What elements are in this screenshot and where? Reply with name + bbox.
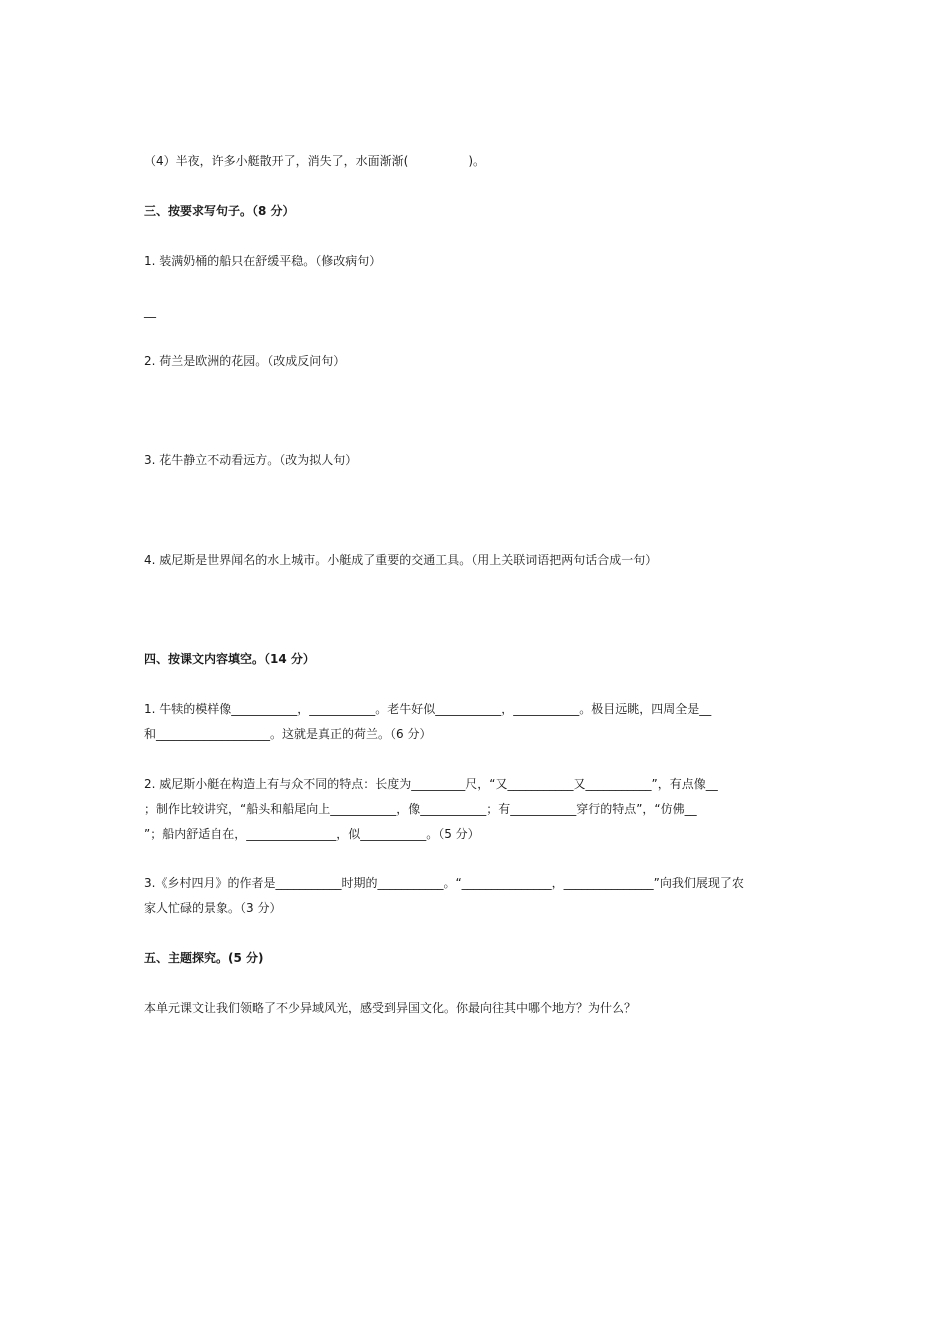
section-heading: 五、主题探究。(5 分) [144,951,264,965]
question-line: 1. 装满奶桶的船只在舒缓平稳。（修改病句） [144,254,382,268]
question-line: 3. 花牛静立不动看远方。（改为拟人句） [144,453,358,467]
question-line: 1. 牛犊的模样像___________，___________。老牛好似___________，___________。极目远眺，四周全是__ [144,702,712,716]
question-line: （4）半夜，许多小艇散开了，消失了，水面渐渐( )。 [144,154,486,168]
question-line: 4. 威尼斯是世界闻名的水上城市。小艇成了重要的交通工具。（用上关联词语把两句话合成一句） [144,553,658,567]
question-line: 2. 荷兰是欧洲的花园。（改成反问句） [144,354,346,368]
section-heading: 三、按要求写句子。（8 分） [144,204,295,218]
question-line: 3.《乡村四月》的作者是___________时期的___________。“_______________，_______________”向我们展现了农 [144,876,744,890]
answer-blank: __ [144,304,156,318]
question-line: ”；船内舒适自在，_______________，似___________。（5 分） [144,827,480,841]
question-line: ；制作比较讲究，“船头和船尾向上___________，像___________；有___________穿行的特点”，“仿佛__ [144,802,697,816]
section-heading: 四、按课文内容填空。（14 分） [144,652,315,666]
question-line: 本单元课文让我们领略了不少异域风光，感受到异国文化。你最向往其中哪个地方？为什么？ [144,1001,637,1015]
question-line: 2. 威尼斯小艇在构造上有与众不同的特点：长度为_________尺，“又___________又___________”，有点像__ [144,777,718,791]
question-line: 和___________________。这就是真正的荷兰。（6 分） [144,727,432,741]
question-line: 家人忙碌的景象。（3 分） [144,901,282,915]
